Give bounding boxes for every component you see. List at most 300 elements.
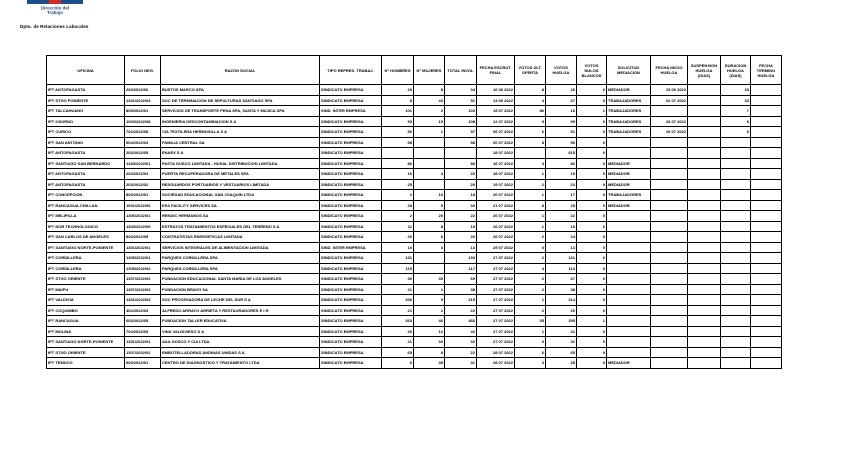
table-row xyxy=(47,347,782,358)
table-cell: 41 xyxy=(546,326,577,337)
table-row xyxy=(47,284,782,295)
table-cell: TRABAJADORES xyxy=(607,95,651,106)
table-row xyxy=(47,232,782,243)
table-cell: SINDICATO EMPRESA xyxy=(320,179,382,190)
table-cell xyxy=(721,284,751,295)
table-cell: 9 xyxy=(515,116,546,127)
table-cell: 86 xyxy=(445,158,477,169)
table-cell: 504/2022/04 xyxy=(125,137,161,148)
department-label: Dpto. de Relaciones Laborales xyxy=(20,24,89,29)
table-cell: 27 07 2022 xyxy=(477,295,515,306)
table-cell: 58 xyxy=(382,137,414,148)
table-cell: SINDICATO EMPRESA xyxy=(320,137,382,148)
table-cell: 4 xyxy=(414,169,445,180)
table-cell: 35 xyxy=(515,316,546,327)
table-cell: 16 xyxy=(414,190,445,201)
table-cell: 704/2022/05 xyxy=(125,326,161,337)
table-cell: IPT CONCEPCION xyxy=(47,190,125,201)
table-cell: SINDICATO EMPRESA xyxy=(320,337,382,348)
table-cell: 0 xyxy=(577,263,607,274)
table-row xyxy=(47,295,782,306)
table-cell: 1301/2022/01 xyxy=(125,337,161,348)
table-cell: 2 xyxy=(515,305,546,316)
table-cell: 13 06 2022 xyxy=(477,95,515,106)
table-cell: 133 xyxy=(445,253,477,264)
table-cell: 26 07 2022 xyxy=(651,116,688,127)
column-header: TIPO REPRES. TRABAJ. xyxy=(320,56,382,85)
table-cell: 15 xyxy=(414,116,445,127)
table-cell: SINDICATO EMPRESA xyxy=(320,305,382,316)
table-cell xyxy=(651,137,688,148)
table-cell: 2 xyxy=(382,211,414,222)
table-cell: 20 xyxy=(546,305,577,316)
table-cell xyxy=(751,95,782,106)
table-cell xyxy=(651,232,688,243)
table-cell: 466 xyxy=(445,316,477,327)
table-cell: 21 07 2022 xyxy=(477,200,515,211)
table-cell: MEDIADOR xyxy=(607,200,651,211)
table-cell: 8 xyxy=(515,85,546,96)
table-cell: IPT ANTOFAGASTA xyxy=(47,169,125,180)
table-cell: 33 xyxy=(721,85,751,96)
table-cell xyxy=(721,190,751,201)
table-cell xyxy=(721,263,751,274)
table-cell xyxy=(721,337,751,348)
table-row xyxy=(47,127,782,138)
table-cell: 16 xyxy=(546,106,577,117)
table-cell xyxy=(607,137,651,148)
table-cell xyxy=(651,284,688,295)
table-cell: 33 xyxy=(721,95,751,106)
direccion-del-trabajo-logo xyxy=(27,0,83,18)
table-cell: 20 xyxy=(445,169,477,180)
table-cell xyxy=(721,295,751,306)
table-cell: 1301/2022/03 xyxy=(125,95,161,106)
table-cell: 16 06 2022 xyxy=(477,85,515,96)
table-cell: 67 xyxy=(546,274,577,285)
table-cell xyxy=(721,326,751,337)
table-cell xyxy=(721,200,751,211)
table-cell: 1 xyxy=(515,221,546,232)
table-cell: 0 xyxy=(577,358,607,369)
table-cell xyxy=(688,326,721,337)
table-cell: 23 xyxy=(546,179,577,190)
table-cell xyxy=(721,179,751,190)
table-cell: PASTA GUSCO LIMITADA - HUSAL DISTRIBUCION LIMITADA xyxy=(161,158,320,169)
table-cell: IPT COQUIMBO xyxy=(47,305,125,316)
table-row xyxy=(47,326,782,337)
table-cell: 26 xyxy=(445,232,477,243)
table-cell xyxy=(721,221,751,232)
table-cell: 0 xyxy=(577,232,607,243)
column-header: RAZON SOCIAL xyxy=(161,56,320,85)
table-cell: 33 xyxy=(445,200,477,211)
table-row xyxy=(47,106,782,117)
table-cell: SIND. INTER EMPRESA xyxy=(320,106,382,117)
table-row xyxy=(47,85,782,96)
table-cell: 19 xyxy=(445,221,477,232)
table-cell: IPT NOR TECHNOLOGICO xyxy=(47,221,125,232)
table-cell xyxy=(688,137,721,148)
table-cell: 2 xyxy=(414,106,445,117)
table-cell: 0 xyxy=(515,337,546,348)
table-cell xyxy=(721,211,751,222)
table-cell: 0 xyxy=(577,169,607,180)
table-cell xyxy=(651,148,688,159)
table-cell xyxy=(651,326,688,337)
table-cell: TRABAJADORES xyxy=(607,190,651,201)
table-cell: 26 07 2022 xyxy=(651,127,688,138)
table-cell: SINDICATO EMPRESA xyxy=(320,127,382,138)
table-cell: 0 xyxy=(577,116,607,127)
table-cell: 206 xyxy=(382,295,414,306)
table-cell: IPT ANTOFAGASTA xyxy=(47,148,125,159)
table-cell: 31 xyxy=(445,358,477,369)
table-cell: 47 xyxy=(546,95,577,106)
table-cell xyxy=(607,274,651,285)
table-cell: IPT RANCAGUA xyxy=(47,316,125,327)
table-cell: 0 xyxy=(577,137,607,148)
table-cell: 263 xyxy=(382,316,414,327)
table-cell: CENTRO DE DIAGNOSTICO Y TRATAMIENTO LTDA xyxy=(161,358,320,369)
table-cell: 0 xyxy=(577,190,607,201)
table-cell: 1 xyxy=(414,305,445,316)
table-cell: 20 xyxy=(382,232,414,243)
table-cell: 7 xyxy=(721,106,751,117)
table-cell xyxy=(651,347,688,358)
table-cell: 12 07 2022 xyxy=(477,116,515,127)
table-cell: 0 xyxy=(577,200,607,211)
table-cell: IPT TEMUCO xyxy=(47,358,125,369)
table-cell: CONTRATISTAS ENERGETICAS LIMITADA xyxy=(161,232,320,243)
table-cell xyxy=(751,179,782,190)
table-cell xyxy=(651,295,688,306)
table-cell: 35 xyxy=(414,358,445,369)
table-cell: 1 xyxy=(577,106,607,117)
table-cell: 65 xyxy=(382,347,414,358)
table-cell: 1 xyxy=(515,169,546,180)
table-cell: EMBOTELLADORAS ANDINAS UNIDAS S A xyxy=(161,347,320,358)
table-cell: 8 xyxy=(515,200,546,211)
table-cell: 22 xyxy=(546,211,577,222)
table-cell: 25 07 2022 xyxy=(477,242,515,253)
table-cell: TRABAJADORES xyxy=(607,127,651,138)
table-cell: ENAEX S A xyxy=(161,148,320,159)
table-cell: 39 xyxy=(414,274,445,285)
table-row xyxy=(47,358,782,369)
table-cell: FUNDACION BRAVO SA xyxy=(161,284,320,295)
table-cell: IPT SAN ANTONIO xyxy=(47,137,125,148)
table-cell: PUERTA RECUPERADORA DE METALES SPA xyxy=(161,169,320,180)
table-cell: 1306/2022/01 xyxy=(125,211,161,222)
table-cell: 58 xyxy=(445,137,477,148)
table-cell: SINDICATO EMPRESA xyxy=(320,190,382,201)
table-cell xyxy=(751,116,782,127)
table-cell: 0 xyxy=(577,148,607,159)
table-cell: FUNDACION EDUCACIONAL SANTA MARIA DE LOS ANGELES xyxy=(161,274,320,285)
column-header: TOTAL INVOL xyxy=(445,56,477,85)
table-cell xyxy=(688,148,721,159)
table-cell: 10 xyxy=(382,242,414,253)
table-cell xyxy=(751,158,782,169)
table-cell xyxy=(688,200,721,211)
table-cell: SINDICATO EMPRESA xyxy=(320,358,382,369)
table-cell: 103 xyxy=(445,106,477,117)
table-cell: 86 xyxy=(382,158,414,169)
table-cell: BUSTOS MARCO SPA xyxy=(161,85,320,96)
table-cell: 402/2022/03 xyxy=(125,305,161,316)
table-cell: 1 xyxy=(515,211,546,222)
column-header: FOLIO NEG. xyxy=(125,56,161,85)
table-cell: 27 07 2022 xyxy=(477,274,515,285)
table-cell: 16 07 2022 xyxy=(477,158,515,169)
table-cell xyxy=(607,326,651,337)
table-cell: IPT ANTOFAGASTA xyxy=(47,85,125,96)
table-cell: 21 xyxy=(382,284,414,295)
table-cell xyxy=(688,253,721,264)
table-cell xyxy=(688,358,721,369)
table-cell: IPT RANCAGUA-CHILLAN xyxy=(47,200,125,211)
table-cell: 22 xyxy=(445,305,477,316)
table-cell: 99 xyxy=(546,116,577,127)
column-header: FECHA ESCRUT. FINAL xyxy=(477,56,515,85)
table-cell: SERVICIOS INTEGRALES DE ALIMENTACION LIMITADA xyxy=(161,242,320,253)
table-cell xyxy=(414,263,445,274)
table-cell: SINDICATO EMPRESA xyxy=(320,274,382,285)
table-cell xyxy=(688,316,721,327)
table-cell: 8 xyxy=(414,347,445,358)
table-cell xyxy=(651,263,688,274)
table-cell: 26 07 2022 xyxy=(477,211,515,222)
table-cell: 34 xyxy=(445,85,477,96)
table-cell: SINDICATO EMPRESA xyxy=(320,347,382,358)
table-cell: 805/2022/01 xyxy=(125,106,161,117)
table-cell: 50 xyxy=(546,137,577,148)
table-cell: 0 xyxy=(577,85,607,96)
table-cell: 18 xyxy=(445,190,477,201)
table-cell: 115 xyxy=(382,263,414,274)
table-cell: 1333/2022/01 xyxy=(125,158,161,169)
table-cell: 26 07 2022 xyxy=(477,221,515,232)
table-cell: 20 xyxy=(414,211,445,222)
table-cell: IPT STGO PONIENTE xyxy=(47,95,125,106)
table-cell: 8 xyxy=(382,95,414,106)
table-cell: 2 xyxy=(515,232,546,243)
table-cell: 0 xyxy=(515,242,546,253)
table-row xyxy=(47,316,782,327)
table-cell: SINDICATO EMPRESA xyxy=(320,326,382,337)
column-header: N° MUJERES xyxy=(414,56,445,85)
table-cell: 27 07 2022 xyxy=(477,253,515,264)
table-cell: SINDICATO EMPRESA xyxy=(320,158,382,169)
table-cell xyxy=(651,305,688,316)
table-cell: IPT SANTIAGO NORTE-PONIENTE xyxy=(47,242,125,253)
table-cell xyxy=(751,211,782,222)
table-cell: 2 xyxy=(515,253,546,264)
svg-text:Dirección del: Dirección del xyxy=(40,5,70,11)
table-row xyxy=(47,179,782,190)
table-cell: 803/2022/05 xyxy=(125,232,161,243)
table-cell: SINDICATO EMPRESA xyxy=(320,211,382,222)
table-cell xyxy=(751,347,782,358)
table-cell xyxy=(607,305,651,316)
table-cell xyxy=(607,316,651,327)
table-cell: SINDICATO EMPRESA xyxy=(320,295,382,306)
table-row xyxy=(47,169,782,180)
table-cell: 1 xyxy=(414,284,445,295)
table-cell xyxy=(751,221,782,232)
table-cell xyxy=(651,253,688,264)
column-header: FECHA INICIO HUELGA xyxy=(651,56,688,85)
table-cell: 603/2022/05 xyxy=(125,316,161,327)
table-cell: 1 xyxy=(515,295,546,306)
table-cell: 8 xyxy=(515,137,546,148)
column-header: SOLICITUD MEDIACION xyxy=(607,56,651,85)
table-cell: SINDICATO EMPRESA xyxy=(320,200,382,211)
table-cell xyxy=(721,148,751,159)
table-cell: 8 xyxy=(414,221,445,232)
table-cell: 32 xyxy=(445,337,477,348)
table-cell: 28 07 2022 xyxy=(477,358,515,369)
table-cell xyxy=(607,221,651,232)
table-cell xyxy=(688,347,721,358)
table-cell xyxy=(414,253,445,264)
table-cell xyxy=(721,274,751,285)
table-cell: ESS FACILITY SERVICES SA xyxy=(161,200,320,211)
table-cell xyxy=(721,242,751,253)
table-cell xyxy=(414,158,445,169)
table-cell: 4 xyxy=(515,95,546,106)
table-cell xyxy=(751,274,782,285)
table-cell xyxy=(651,274,688,285)
table-cell: 101 xyxy=(382,106,414,117)
table-cell xyxy=(651,158,688,169)
table-cell xyxy=(651,190,688,201)
table-cell: INGENIERIA DESCONTAMINACION S A xyxy=(161,116,320,127)
table-cell xyxy=(721,169,751,180)
table-cell xyxy=(751,190,782,201)
table-cell xyxy=(688,179,721,190)
table-cell: 27 07 2022 xyxy=(477,284,515,295)
table-cell: 2 xyxy=(515,179,546,190)
table-cell xyxy=(721,158,751,169)
table-cell: 1307/2022/02 xyxy=(125,347,161,358)
table-cell: 0 xyxy=(577,295,607,306)
table-cell: MEDIADOR xyxy=(607,85,651,96)
table-cell: 108 xyxy=(445,116,477,127)
table-cell: TRABAJADORES xyxy=(607,106,651,117)
table-row xyxy=(47,263,782,274)
table-cell xyxy=(688,295,721,306)
table-cell xyxy=(688,169,721,180)
table-cell: 214 xyxy=(546,295,577,306)
table-cell xyxy=(721,347,751,358)
table-cell xyxy=(607,232,651,243)
table-cell: CIA TEXTILERA HERMOSILLA S A xyxy=(161,127,320,138)
table-cell xyxy=(751,295,782,306)
table-cell: 13 xyxy=(546,242,577,253)
table-row xyxy=(47,137,782,148)
table-cell: IPT ANTOFAGASTA xyxy=(47,179,125,190)
table-cell xyxy=(751,137,782,148)
table-cell: 19 xyxy=(546,169,577,180)
table-cell: 22 xyxy=(445,211,477,222)
table-cell: 4 xyxy=(515,158,546,169)
table-cell xyxy=(651,106,688,117)
table-cell: SINDICATO EMPRESA xyxy=(320,284,382,295)
table-cell: 6 xyxy=(414,232,445,243)
table-cell: 28 07 2022 xyxy=(477,347,515,358)
table-cell: 19 07 2022 xyxy=(477,179,515,190)
table-cell: 6 xyxy=(721,116,751,127)
table-cell xyxy=(751,169,782,180)
table-cell: 69 xyxy=(445,274,477,285)
table-cell: 28 xyxy=(546,358,577,369)
table-cell xyxy=(721,253,751,264)
table-cell: 43 xyxy=(414,95,445,106)
table-cell: 131 xyxy=(546,253,577,264)
table-cell xyxy=(751,200,782,211)
table-row xyxy=(47,242,782,253)
table-cell xyxy=(751,85,782,96)
column-header: SUSPENSION HUELGA (DIAS) xyxy=(688,56,721,85)
table-cell: 9 xyxy=(414,295,445,306)
table-cell: 1305/2022/01 xyxy=(125,253,161,264)
table-cell: 22 xyxy=(445,347,477,358)
table-cell xyxy=(751,106,782,117)
table-cell: 11 xyxy=(382,221,414,232)
table-cell: 51 xyxy=(445,95,477,106)
table-cell: MEDIADOR xyxy=(607,169,651,180)
table-cell: 1401/2022/03 xyxy=(125,295,161,306)
table-row xyxy=(47,337,782,348)
table-row xyxy=(47,148,782,159)
table-cell: 615 xyxy=(546,148,577,159)
table-cell: 33 xyxy=(414,337,445,348)
column-header: VOTOS HUELGA xyxy=(546,56,577,85)
table-cell: 20 07 2022 xyxy=(477,190,515,201)
table-cell: ESTRATOS TRATAMIENTOS ESPECIALES DEL TERRENO S A xyxy=(161,221,320,232)
table-cell: SOC PROCESADORA DE LECHE DEL SUR S A xyxy=(161,295,320,306)
table-cell: 12 xyxy=(414,326,445,337)
table-cell: 2 xyxy=(382,190,414,201)
table-cell: IPT TALCAHUANO xyxy=(47,106,125,117)
table-cell: IPT OSORNO xyxy=(47,116,125,127)
table-cell xyxy=(651,200,688,211)
table-cell xyxy=(688,221,721,232)
table-cell: FUNDACION TALLER EDUCATIVA xyxy=(161,316,320,327)
table-cell: 6 xyxy=(721,127,751,138)
table-cell xyxy=(651,169,688,180)
table-cell xyxy=(651,179,688,190)
table-cell: 25 xyxy=(445,179,477,190)
table-row xyxy=(47,158,782,169)
table-cell: IPT CURICO xyxy=(47,127,125,138)
table-cell xyxy=(688,85,721,96)
table-cell: IPT STGO ORIENTE xyxy=(47,347,125,358)
table-cell xyxy=(651,337,688,348)
table-cell: 18 07 2022 xyxy=(477,148,515,159)
table-cell xyxy=(751,337,782,348)
table-cell xyxy=(751,358,782,369)
table-cell xyxy=(607,211,651,222)
table-cell: 27 07 2022 xyxy=(477,316,515,327)
table-cell: 86 xyxy=(515,106,546,117)
table-cell: SINDICATO EMPRESA xyxy=(320,263,382,274)
table-cell: IPT SANTIAGO SAN BERNARDO xyxy=(47,158,125,169)
table-cell: IPT CORDILLERA xyxy=(47,253,125,264)
huelgas-table xyxy=(46,55,782,369)
